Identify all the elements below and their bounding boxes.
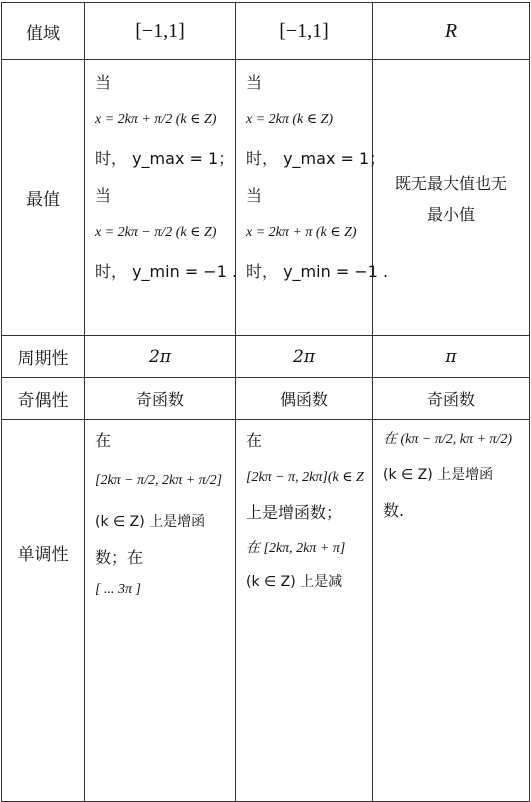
mono-sin-line: 数；在 — [95, 548, 144, 567]
extrema-cos-line: 时， y_max = 1； — [246, 149, 386, 168]
row-range — [2, 3, 530, 60]
mono-cos-line: 上是增函数； — [246, 503, 343, 522]
parity-tan: 奇函数 — [373, 378, 530, 420]
row-monotonic — [2, 420, 530, 802]
mono-tan-line: 数. — [383, 501, 405, 520]
extrema-sin-line: 当 — [95, 73, 112, 92]
extrema-tan-line: 既无最大值也无 — [394, 173, 507, 193]
extrema-tan-line: 最小值 — [426, 204, 475, 224]
extrema-tan — [373, 60, 530, 336]
mono-cos-line: (k ∈ Z) 上是减 — [246, 574, 343, 590]
label-extrema: 最值 — [2, 60, 85, 336]
trig-properties-table — [1, 2, 530, 802]
range-cos: [−1,1] — [236, 3, 373, 60]
mono-sin-line: 在 — [95, 431, 112, 450]
extrema-cos-line: x = 2kπ (k ∈ Z) — [246, 112, 334, 127]
range-tan: R — [373, 3, 530, 60]
mono-tan-line: 在 (kπ − π/2, kπ + π/2) — [383, 432, 512, 447]
extrema-sin-line: 时， y_min = −1 . — [95, 262, 238, 281]
mono-cos — [236, 420, 373, 802]
extrema-cos-line: 时， y_min = −1 . — [246, 262, 389, 281]
extrema-cos-line: x = 2kπ + π (k ∈ Z) — [246, 225, 357, 240]
range-sin: [−1,1] — [85, 3, 236, 60]
extrema-cos-line: 当 — [246, 73, 263, 92]
mono-cos-line: 在 — [246, 431, 263, 450]
row-extrema — [2, 60, 530, 336]
period-cos: 2π — [236, 336, 373, 378]
mono-sin-line: [ ... 3π ] — [95, 582, 141, 597]
extrema-cos-line: 当 — [246, 186, 263, 205]
row-period — [2, 336, 530, 378]
extrema-sin-line: 时， y_max = 1； — [95, 149, 235, 168]
mono-sin-line: [2kπ − π/2, 2kπ + π/2] — [95, 473, 223, 488]
mono-sin-line: (k ∈ Z) 上是增函 — [95, 514, 206, 530]
label-range: 值域 — [2, 3, 85, 60]
extrema-sin-line: x = 2kπ + π/2 (k ∈ Z) — [95, 112, 217, 127]
label-period: 周期性 — [2, 336, 85, 378]
extrema-sin — [85, 60, 236, 336]
label-monotonic: 单调性 — [2, 420, 85, 802]
period-sin: 2π — [85, 336, 236, 378]
parity-cos: 偶函数 — [236, 378, 373, 420]
mono-sin — [85, 420, 236, 802]
mono-cos-line: 在 [2kπ, 2kπ + π] — [246, 541, 346, 556]
parity-sin: 奇函数 — [85, 378, 236, 420]
period-tan: π — [373, 336, 530, 378]
extrema-cos — [236, 60, 389, 336]
label-parity: 奇偶性 — [2, 378, 85, 420]
row-parity — [2, 378, 530, 420]
mono-cos-line: [2kπ − π, 2kπ](k ∈ Z — [246, 470, 364, 485]
extrema-sin-line: 当 — [95, 186, 112, 205]
mono-tan-line: (k ∈ Z) 上是增函 — [383, 467, 494, 483]
extrema-sin-line: x = 2kπ − π/2 (k ∈ Z) — [95, 225, 217, 240]
mono-tan — [373, 420, 530, 802]
